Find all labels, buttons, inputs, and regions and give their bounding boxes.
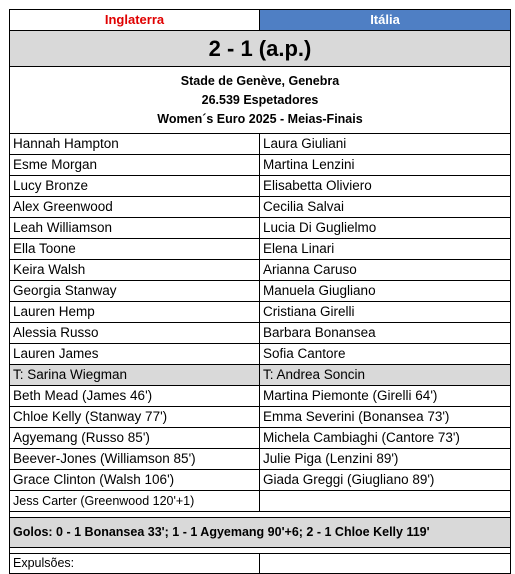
away-player: Arianna Caruso — [260, 260, 510, 281]
away-player: Laura Giuliani — [260, 134, 510, 155]
match-info-row — [9, 67, 511, 134]
lineup-row — [9, 197, 511, 218]
home-player: Lauren James — [10, 344, 260, 365]
score-row — [9, 31, 511, 67]
away-player: Martina Lenzini — [260, 155, 510, 176]
lineup-row — [9, 176, 511, 197]
attendance: 26.539 Espetadores — [201, 93, 319, 107]
away-substitute: Michela Cambiaghi (Cantore 73') — [260, 428, 510, 449]
lineup-row — [9, 260, 511, 281]
home-substitute: Chloe Kelly (Stanway 77') — [10, 407, 260, 428]
home-player: Alex Greenwood — [10, 197, 260, 218]
away-player: Barbara Bonansea — [260, 323, 510, 344]
lineup-row — [9, 323, 511, 344]
lineup-row — [9, 239, 511, 260]
goals-row — [9, 517, 511, 548]
lineup-row — [9, 218, 511, 239]
lineup-row — [9, 344, 511, 365]
lineup-row — [9, 134, 511, 155]
sub-row — [9, 491, 511, 512]
home-coach: T: Sarina Wiegman — [10, 365, 260, 386]
team-header-row — [9, 9, 511, 31]
away-player: Manuela Giugliano — [260, 281, 510, 302]
spacer — [10, 548, 510, 553]
match-sheet — [9, 9, 511, 574]
home-substitute: Beth Mead (James 46') — [10, 386, 260, 407]
home-player: Leah Williamson — [10, 218, 260, 239]
final-score: 2 - 1 (a.p.) — [10, 31, 510, 67]
sub-row — [9, 407, 511, 428]
away-substitute: Giada Greggi (Giugliano 89') — [260, 470, 510, 491]
lineup-table — [9, 134, 511, 512]
away-player: Cecilia Salvai — [260, 197, 510, 218]
home-substitute: Beever-Jones (Williamson 85') — [10, 449, 260, 470]
goals-summary: Golos: 0 - 1 Bonansea 33'; 1 - 1 Agyemang 90'+6; 2 - 1 Chloe Kelly 119' — [10, 518, 510, 548]
away-player: Cristiana Girelli — [260, 302, 510, 323]
away-substitute: Julie Piga (Lenzini 89') — [260, 449, 510, 470]
away-team-name: Itália — [260, 10, 510, 31]
home-player: Lauren Hemp — [10, 302, 260, 323]
expulsions-label: Expulsões: — [10, 554, 260, 574]
coach-row — [9, 365, 511, 386]
spacer-row — [9, 512, 511, 517]
home-player: Lucy Bronze — [10, 176, 260, 197]
venue: Stade de Genève, Genebra — [180, 74, 340, 88]
sub-row — [9, 386, 511, 407]
away-player: Elena Linari — [260, 239, 510, 260]
lineup-row — [9, 155, 511, 176]
home-player: Ella Toone — [10, 239, 260, 260]
away-substitute: Martina Piemonte (Girelli 64') — [260, 386, 510, 407]
sub-row — [9, 428, 511, 449]
lineup-row — [9, 281, 511, 302]
competition: Women´s Euro 2025 - Meias-Finais — [157, 112, 363, 126]
lineup-row — [9, 302, 511, 323]
sub-row — [9, 449, 511, 470]
home-substitute: Jess Carter (Greenwood 120'+1) — [10, 491, 260, 512]
home-player: Keira Walsh — [10, 260, 260, 281]
expulsions-value — [260, 554, 510, 574]
sub-row — [9, 470, 511, 491]
expulsions-row — [9, 553, 511, 574]
spacer — [10, 512, 510, 517]
spacer-row — [9, 548, 511, 553]
home-team-name: Inglaterra — [10, 10, 260, 31]
away-player: Lucia Di Guglielmo — [260, 218, 510, 239]
away-player: Elisabetta Oliviero — [260, 176, 510, 197]
away-substitute: Emma Severini (Bonansea 73') — [260, 407, 510, 428]
home-substitute: Agyemang (Russo 85') — [10, 428, 260, 449]
away-player: Sofia Cantore — [260, 344, 510, 365]
home-player: Hannah Hampton — [10, 134, 260, 155]
match-info — [10, 67, 510, 134]
home-player: Esme Morgan — [10, 155, 260, 176]
home-player: Georgia Stanway — [10, 281, 260, 302]
away-coach: T: Andrea Soncin — [260, 365, 510, 386]
away-substitute — [260, 491, 510, 512]
home-player: Alessia Russo — [10, 323, 260, 344]
home-substitute: Grace Clinton (Walsh 106') — [10, 470, 260, 491]
